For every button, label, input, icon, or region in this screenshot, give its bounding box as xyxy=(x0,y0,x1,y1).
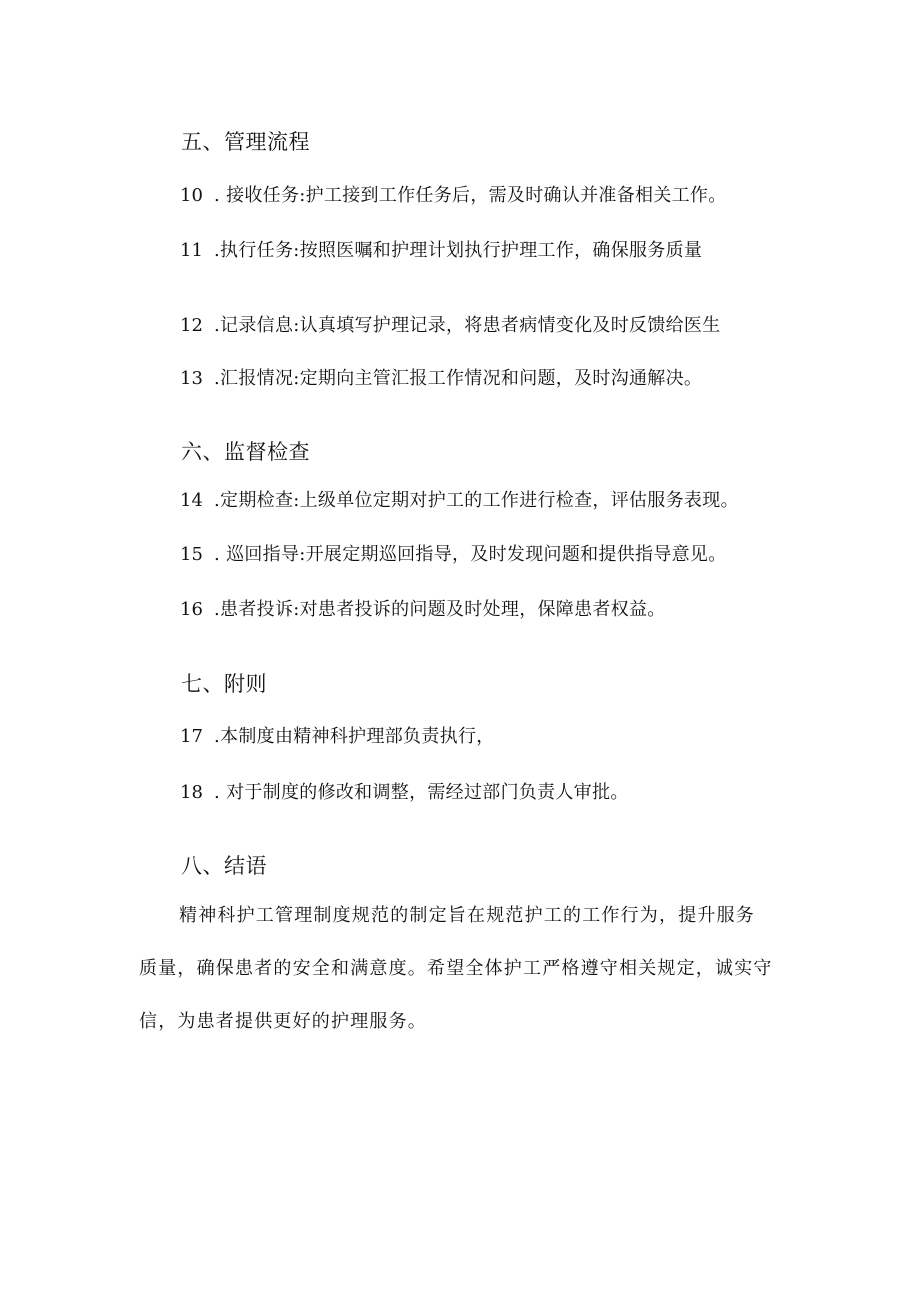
item-text: .患者投诉:对患者投诉的问题及时处理，保障患者权益。 xyxy=(208,599,666,620)
paragraph-line: 精神科护工管理制度规范的制定旨在规范护工的工作行为，提升服务 xyxy=(179,905,755,926)
item-text: . 接收任务:护工接到工作任务后，需及时确认并准备相关工作。 xyxy=(208,185,727,206)
item-text: . 对于制度的修改和调整，需经过部门负责人审批。 xyxy=(208,782,629,803)
item-number: 12 xyxy=(180,315,203,336)
item-text: .汇报情况:定期向主管汇报工作情况和问题，及时沟通解决。 xyxy=(208,368,703,389)
item-text: .本制度由精神科护理部负责执行， xyxy=(208,726,495,747)
list-item xyxy=(180,488,739,514)
list-item xyxy=(180,313,721,339)
item-number: 18 xyxy=(180,782,203,803)
item-text: .执行任务:按照医嘱和护理计划执行护理工作，确保服务质量 xyxy=(208,240,703,261)
item-number: 16 xyxy=(180,599,203,620)
list-item xyxy=(180,183,727,209)
section-heading-supervision: 六、监督检查 xyxy=(181,440,310,464)
section-heading-supplementary: 七、附则 xyxy=(181,672,267,696)
item-text: .定期检查:上级单位定期对护工的工作进行检查，评估服务表现。 xyxy=(208,490,739,511)
item-text: .记录信息:认真填写护理记录，将患者病情变化及时反馈给医生 xyxy=(208,315,721,336)
section-heading-conclusion: 八、结语 xyxy=(181,854,267,878)
item-number: 15 xyxy=(180,544,203,565)
item-number: 17 xyxy=(180,726,203,747)
list-item xyxy=(180,542,727,568)
paragraph-line: 质量，确保患者的安全和满意度。希望全体护工严格遵守相关规定，诚实守 xyxy=(139,958,773,979)
item-number: 14 xyxy=(180,490,203,511)
item-number: 11 xyxy=(180,240,203,261)
list-item xyxy=(180,366,702,392)
section-heading-management-process: 五、管理流程 xyxy=(181,130,310,154)
item-number: 13 xyxy=(180,368,203,389)
paragraph-line: 信，为患者提供更好的护理服务。 xyxy=(139,1011,427,1032)
list-item xyxy=(180,238,702,264)
item-number: 10 xyxy=(180,185,203,206)
list-item xyxy=(180,780,629,806)
list-item xyxy=(180,724,495,750)
item-text: . 巡回指导:开展定期巡回指导，及时发现问题和提供指导意见。 xyxy=(208,544,727,565)
list-item xyxy=(180,597,666,623)
